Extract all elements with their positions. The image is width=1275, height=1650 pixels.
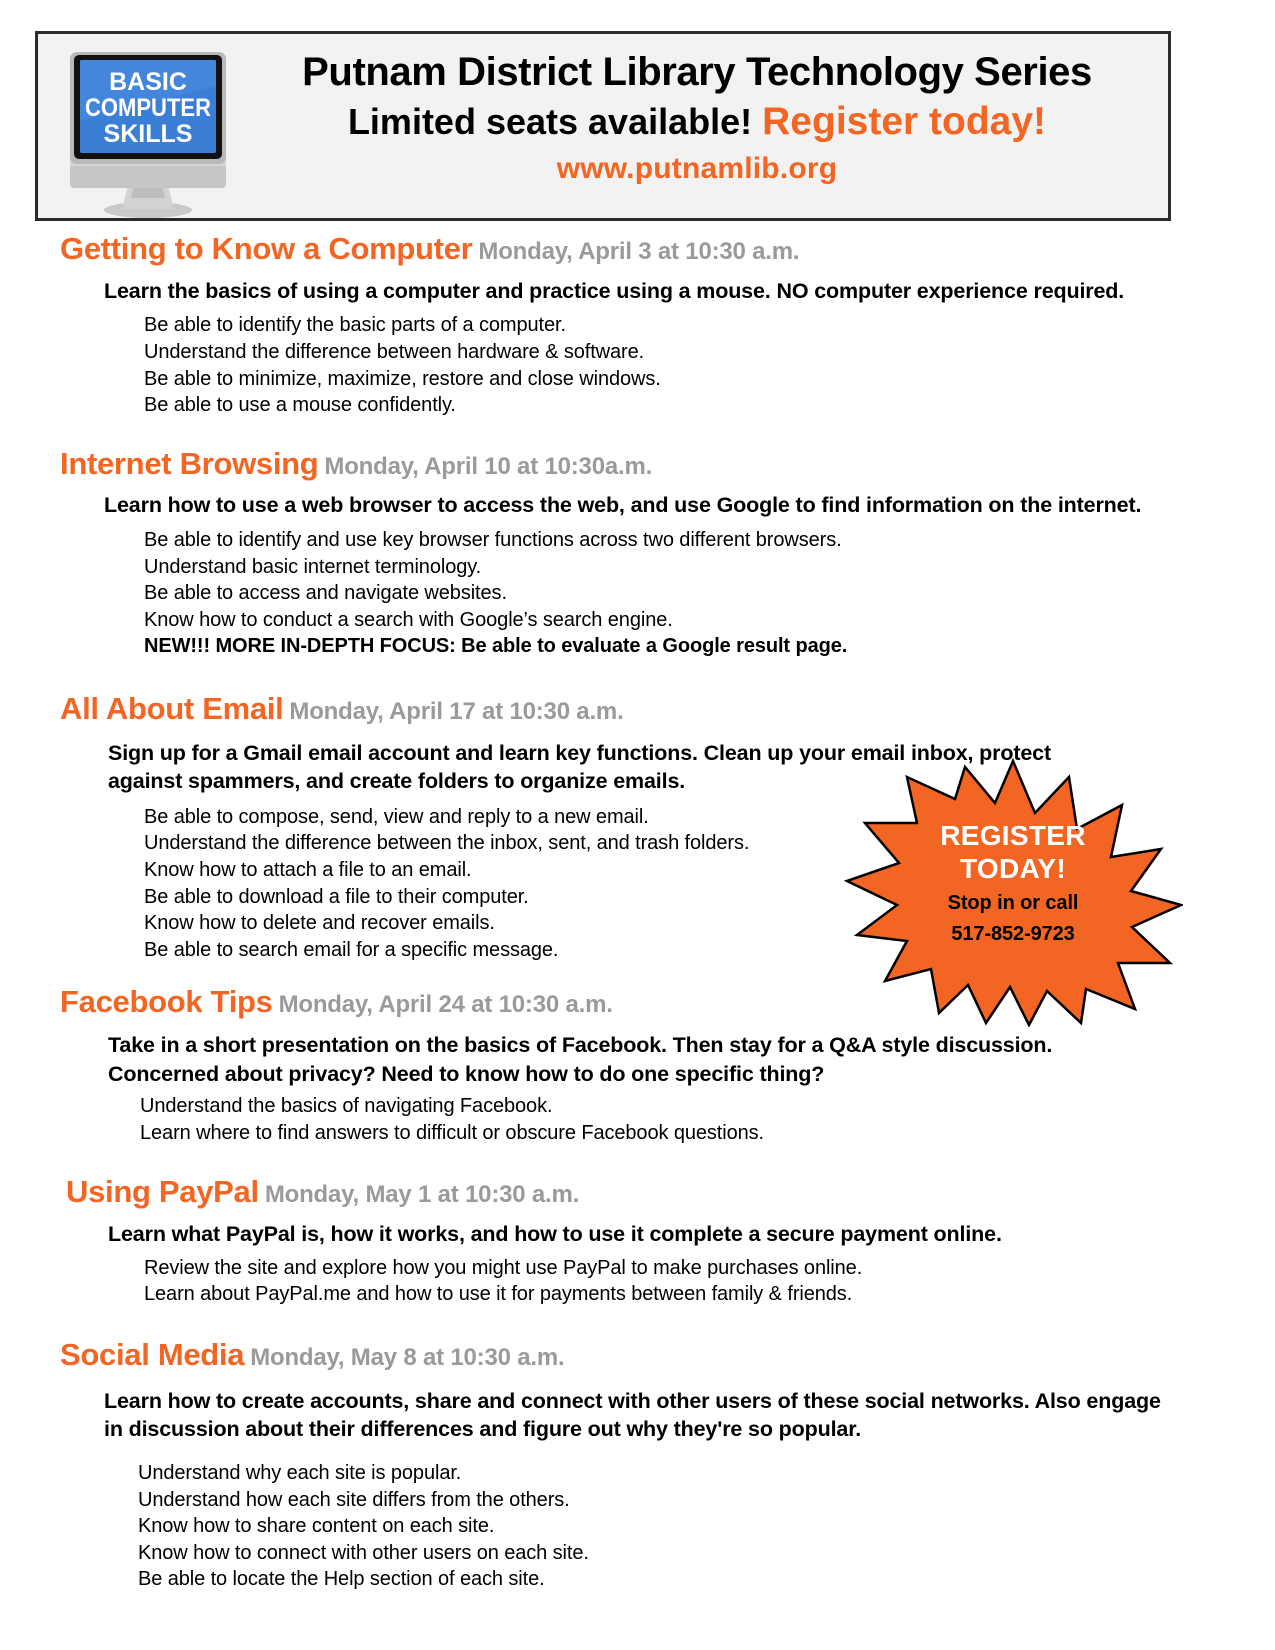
list-item: Know how to attach a file to an email.: [144, 859, 472, 882]
session-description: Sign up for a Gmail email account and learn key functions. Clean up your email inbox, protect against spammers, and create folders to organize emails.: [108, 740, 1051, 794]
session-outcomes: [144, 1255, 1275, 1308]
list-item: Understand the basics of navigating Facebook.: [140, 1095, 553, 1118]
badge-line-register: REGISTER: [940, 820, 1086, 851]
list-item: Be able to locate the Help section of each site.: [138, 1568, 545, 1591]
list-item-new-focus: NEW!!! MORE IN-DEPTH FOCUS: Be able to evaluate a Google result page.: [144, 635, 848, 658]
session-using-paypal: [66, 1175, 1275, 1309]
session-title: Internet Browsing: [60, 445, 319, 481]
session-date: Monday, April 3 at 10:30 a.m.: [478, 238, 800, 265]
session-heading: [66, 1175, 1275, 1210]
list-item: Understand why each site is popular.: [138, 1461, 462, 1484]
session-internet-browsing: [60, 447, 1275, 660]
basic-computer-skills-logo: [38, 34, 234, 218]
badge-line-stopin: Stop in or call: [947, 892, 1079, 915]
session-description: Learn how to create accounts, share and connect with other users of these social networks. Also engage in discussion about their differences and figure out why they're so popular.: [104, 1388, 1161, 1442]
subtitle-text: Limited seats available!: [347, 100, 753, 142]
session-description: Take in a short presentation on the basics of Facebook. Then stay for a Q&A style discussion. Concerned about privacy? Need to know how to do one specific thing?: [108, 1033, 1053, 1086]
session-title: Getting to Know a Computer: [60, 231, 473, 266]
website-link[interactable]: www.putnamlib.org: [556, 151, 838, 185]
list-item: Be able to compose, send, view and reply to a new email.: [144, 805, 649, 828]
flyer-title: Putnam District Library Technology Series: [302, 50, 1092, 94]
logo-line-2: COMPUTER: [85, 94, 211, 122]
list-item: Be able to identify and use key browser functions across two different browsers.: [144, 529, 842, 551]
session-title: Social Media: [60, 1337, 245, 1373]
session-date: Monday, May 1 at 10:30 a.m.: [264, 1180, 580, 1208]
session-date: Monday, April 10 at 10:30a.m.: [324, 452, 653, 480]
list-item: Learn where to find answers to difficult or obscure Facebook questions.: [140, 1121, 764, 1144]
badge-line-today: TODAY!: [959, 853, 1067, 885]
list-item: Understand the difference between hardware & software.: [144, 340, 645, 363]
list-item: Be able to download a file to their computer.: [144, 885, 529, 908]
register-today-text: Register today!: [762, 99, 1047, 143]
list-item: Be able to search email for a specific message.: [144, 938, 559, 961]
session-heading: [60, 1338, 1275, 1373]
session-outcomes: [144, 312, 1275, 418]
session-date: Monday, April 17 at 10:30 a.m.: [289, 697, 624, 725]
session-outcomes: [138, 1460, 1275, 1593]
session-title: Using PayPal: [66, 1173, 259, 1209]
session-description: Learn what PayPal is, how it works, and how to use it complete a secure payment online.: [108, 1222, 1002, 1247]
session-date: Monday, May 8 at 10:30 a.m.: [250, 1344, 565, 1372]
header-banner: [35, 31, 1171, 221]
session-title: All About Email: [60, 690, 284, 726]
list-item: Be able to use a mouse confidently.: [144, 394, 456, 417]
header-text-block: [234, 34, 1168, 218]
list-item: Understand basic internet terminology.: [144, 555, 482, 578]
session-title: Facebook Tips: [60, 984, 273, 1020]
list-item: Understand the difference between the inbox, sent, and trash folders.: [144, 832, 750, 855]
session-social-media: [60, 1338, 1275, 1593]
session-heading: [60, 692, 1275, 727]
flyer-subtitle: [234, 98, 1160, 147]
list-item: Understand how each site differs from the others.: [138, 1488, 570, 1511]
session-heading: [60, 447, 1275, 482]
list-item: Review the site and explore how you might use PayPal to make purchases online.: [144, 1256, 863, 1279]
session-description: Learn the basics of using a computer and practice using a mouse. NO computer experience required.: [104, 278, 1125, 303]
logo-line-3: SKILLS: [103, 120, 193, 148]
badge-phone-number: 517-852-9723: [951, 923, 1075, 946]
list-item: Be able to access and navigate websites.: [144, 582, 507, 605]
computer-monitor-icon: [64, 46, 232, 218]
list-item: Know how to share content on each site.: [138, 1515, 495, 1538]
list-item: Be able to identify the basic parts of a computer.: [144, 314, 566, 337]
session-date: Monday, April 24 at 10:30 a.m.: [278, 991, 613, 1019]
register-today-starburst-badge: [843, 757, 1183, 1027]
list-item: Know how to connect with other users on each site.: [138, 1541, 589, 1564]
session-outcomes: [144, 527, 1275, 660]
list-item: Know how to conduct a search with Google’s search engine.: [144, 608, 673, 631]
session-description: Learn how to use a web browser to access the web, and use Google to find information on the internet.: [104, 493, 1142, 518]
list-item: Learn about PayPal.me and how to use it for payments between family & friends.: [144, 1283, 853, 1306]
session-heading: [60, 232, 1275, 267]
list-item: Be able to minimize, maximize, restore and close windows.: [144, 367, 661, 390]
session-getting-to-know-a-computer: [60, 232, 1275, 419]
starburst-icon: [843, 757, 1183, 1027]
list-item: Know how to delete and recover emails.: [144, 912, 495, 935]
logo-line-1: BASIC: [109, 68, 187, 96]
session-outcomes: [140, 1093, 1275, 1146]
